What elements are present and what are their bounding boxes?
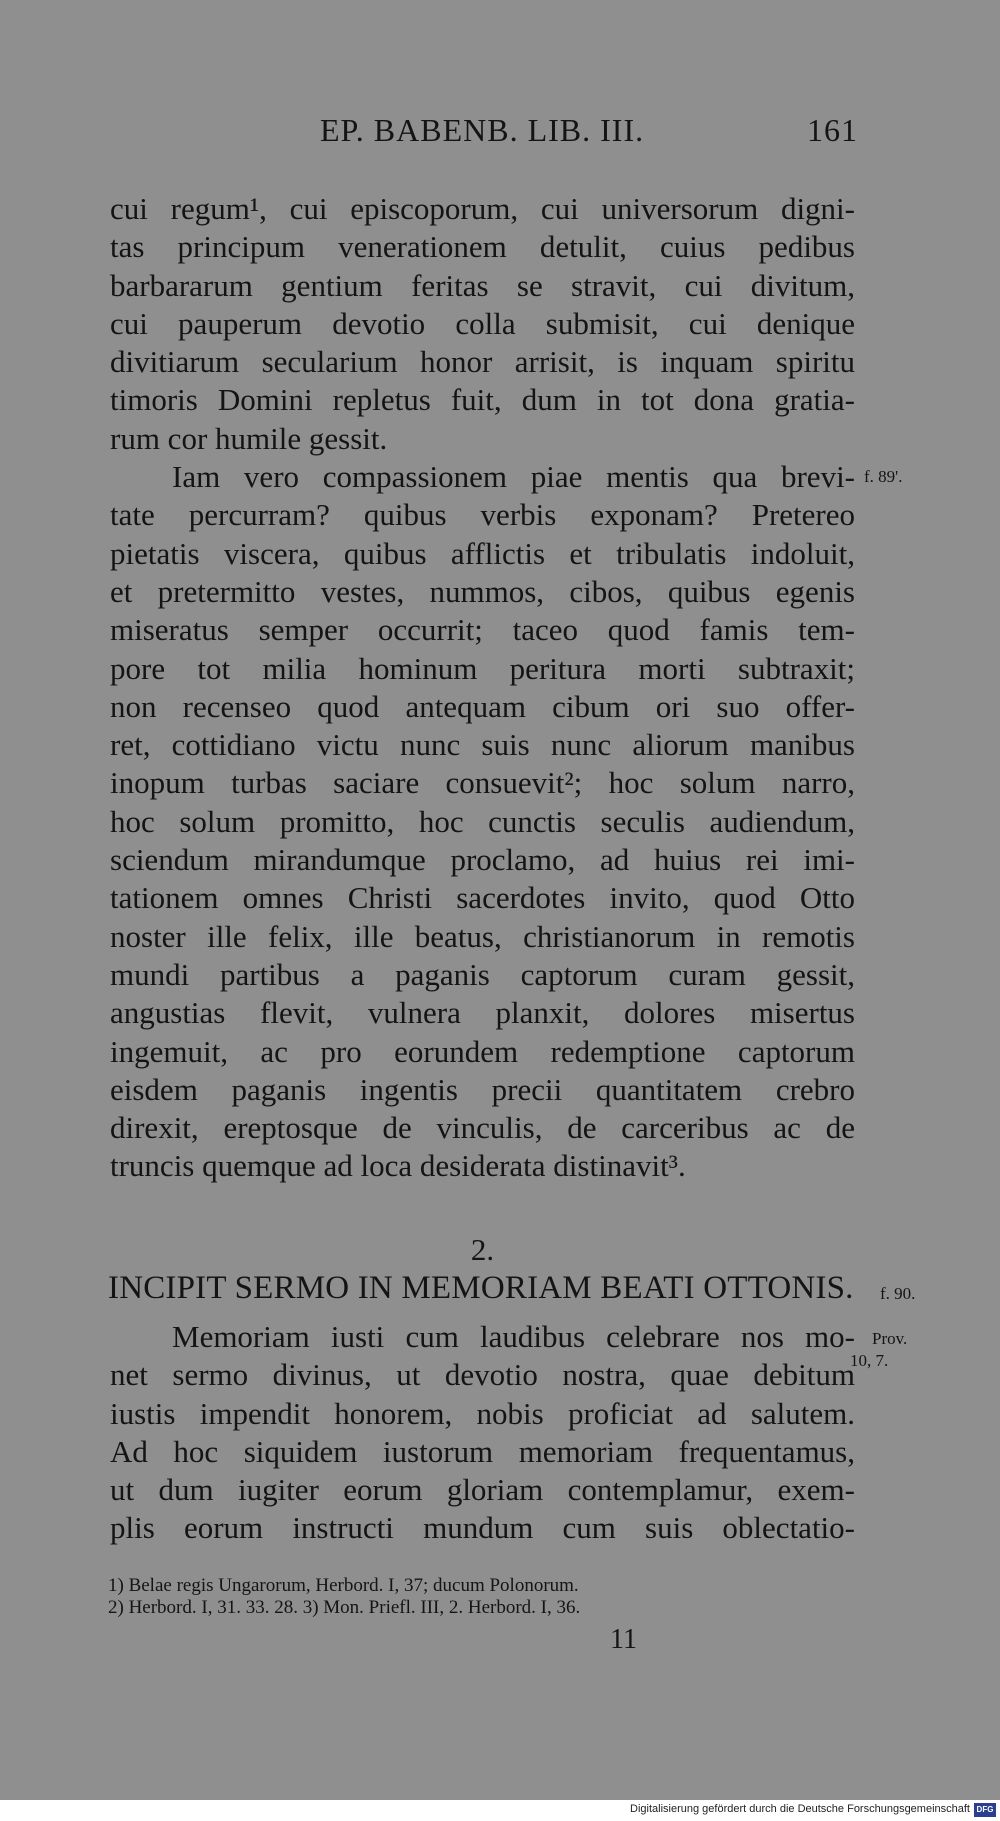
running-head: [110, 112, 860, 152]
text-line: iustis impendit honorem, nobis proficiat ad salutem.: [110, 1395, 855, 1431]
margin-scripture-ref: Prov.: [872, 1329, 908, 1348]
page-number: 161: [807, 112, 858, 148]
footnotes: [108, 1575, 868, 1619]
text-line: Iam vero compassionem piae mentis qua brevi-: [172, 459, 855, 495]
footnote-line: 1) Belae regis Ungarorum, Herbord. I, 37; ducum Polonorum.: [108, 1575, 579, 1596]
text-line: cui pauperum devotio colla submisit, cui denique: [110, 305, 855, 341]
text-line: pietatis viscera, quibus afflictis et tribulatis indoluit,: [110, 535, 855, 571]
dfg-logo-icon: DFG: [974, 1803, 996, 1817]
section-number: 2.: [470, 1232, 495, 1267]
text-line: ut dum iugiter eorum gloriam contemplamur, exem-: [110, 1472, 855, 1508]
text-line: et pretermitto vestes, nummos, cibos, quibus egenis: [110, 573, 855, 609]
text-line: direxit, ereptosque de vinculis, de carceribus ac de: [110, 1110, 855, 1146]
text-line: plis eorum instructi mundum cum suis oblectatio-: [110, 1510, 855, 1546]
text-line: cui regum¹, cui episcoporum, cui universorum digni-: [110, 191, 855, 226]
text-line: inopum turbas saciare consuevit²; hoc solum narro,: [110, 765, 855, 801]
text-line: ret, cottidiano victu nunc suis nunc aliorum manibus: [110, 727, 855, 763]
margin-scripture-ref: 10, 7.: [850, 1351, 889, 1370]
text-line: hoc solum promitto, hoc cunctis seculis audiendum,: [110, 803, 855, 839]
text-line: timoris Domini repletus fuit, dum in tot dona gratia-: [110, 382, 855, 418]
text-line: barbararum gentium feritas se stravit, cui divitum,: [110, 267, 855, 303]
body-text: [110, 190, 855, 1186]
signature-mark: 11: [610, 1624, 637, 1655]
text-line: Ad hoc siquidem iustorum memoriam frequentamus,: [110, 1433, 855, 1469]
margin-folio-note: f. 89'.: [864, 467, 903, 486]
text-line: angustias flevit, vulnera planxit, dolores misertus: [110, 995, 855, 1031]
section-title: INCIPIT SERMO IN MEMORIAM BEATI OTTONIS.: [108, 1270, 854, 1306]
text-line: tas principum venerationem detulit, cuius pedibus: [110, 229, 855, 265]
footnote-line: 2) Herbord. I, 31. 33. 28. 3) Mon. Priefl. III, 2. Herbord. I, 36.: [108, 1597, 581, 1618]
text-line: noster ille felix, ille beatus, christianorum in remotis: [110, 918, 855, 954]
digitization-footer: [0, 1800, 1000, 1821]
running-title: EP. BABENB. LIB. III.: [320, 112, 645, 148]
text-line: sciendum mirandumque proclamo, ad huius rei imi-: [110, 842, 855, 878]
text-line: ingemuit, ac pro eorundem redemptione captorum: [110, 1033, 855, 1069]
text-line: truncis quemque ad loca desiderata distinavit³.: [110, 1148, 686, 1184]
text-line: non recenseo quod antequam cibum ori suo offer-: [110, 688, 855, 724]
footer-credit: Digitalisierung gefördert durch die Deutsche Forschungsgemeinschaft: [630, 1803, 970, 1815]
text-line: tationem omnes Christi sacerdotes invito, quod Otto: [110, 880, 855, 916]
text-line: tate percurram? quibus verbis exponam? Pretereo: [110, 497, 855, 533]
text-line: pore tot milia hominum peritura morti subtraxit;: [110, 650, 855, 686]
margin-folio-note: f. 90.: [880, 1284, 916, 1303]
text-line: mundi partibus a paganis captorum curam gessit,: [110, 956, 855, 992]
text-line: miseratus semper occurrit; taceo quod famis tem-: [110, 612, 855, 648]
text-line: Memoriam iusti cum laudibus celebrare nos mo-: [172, 1319, 855, 1354]
text-line: divitiarum secularium honor arrisit, is inquam spiritu: [110, 344, 855, 380]
text-line: eisdem paganis ingentis precii quantitatem crebro: [110, 1071, 855, 1107]
text-line: net sermo divinus, ut devotio nostra, quae debitum: [110, 1357, 855, 1393]
section-body-text: [110, 1318, 855, 1548]
text-line: rum cor humile gessit.: [110, 420, 388, 456]
